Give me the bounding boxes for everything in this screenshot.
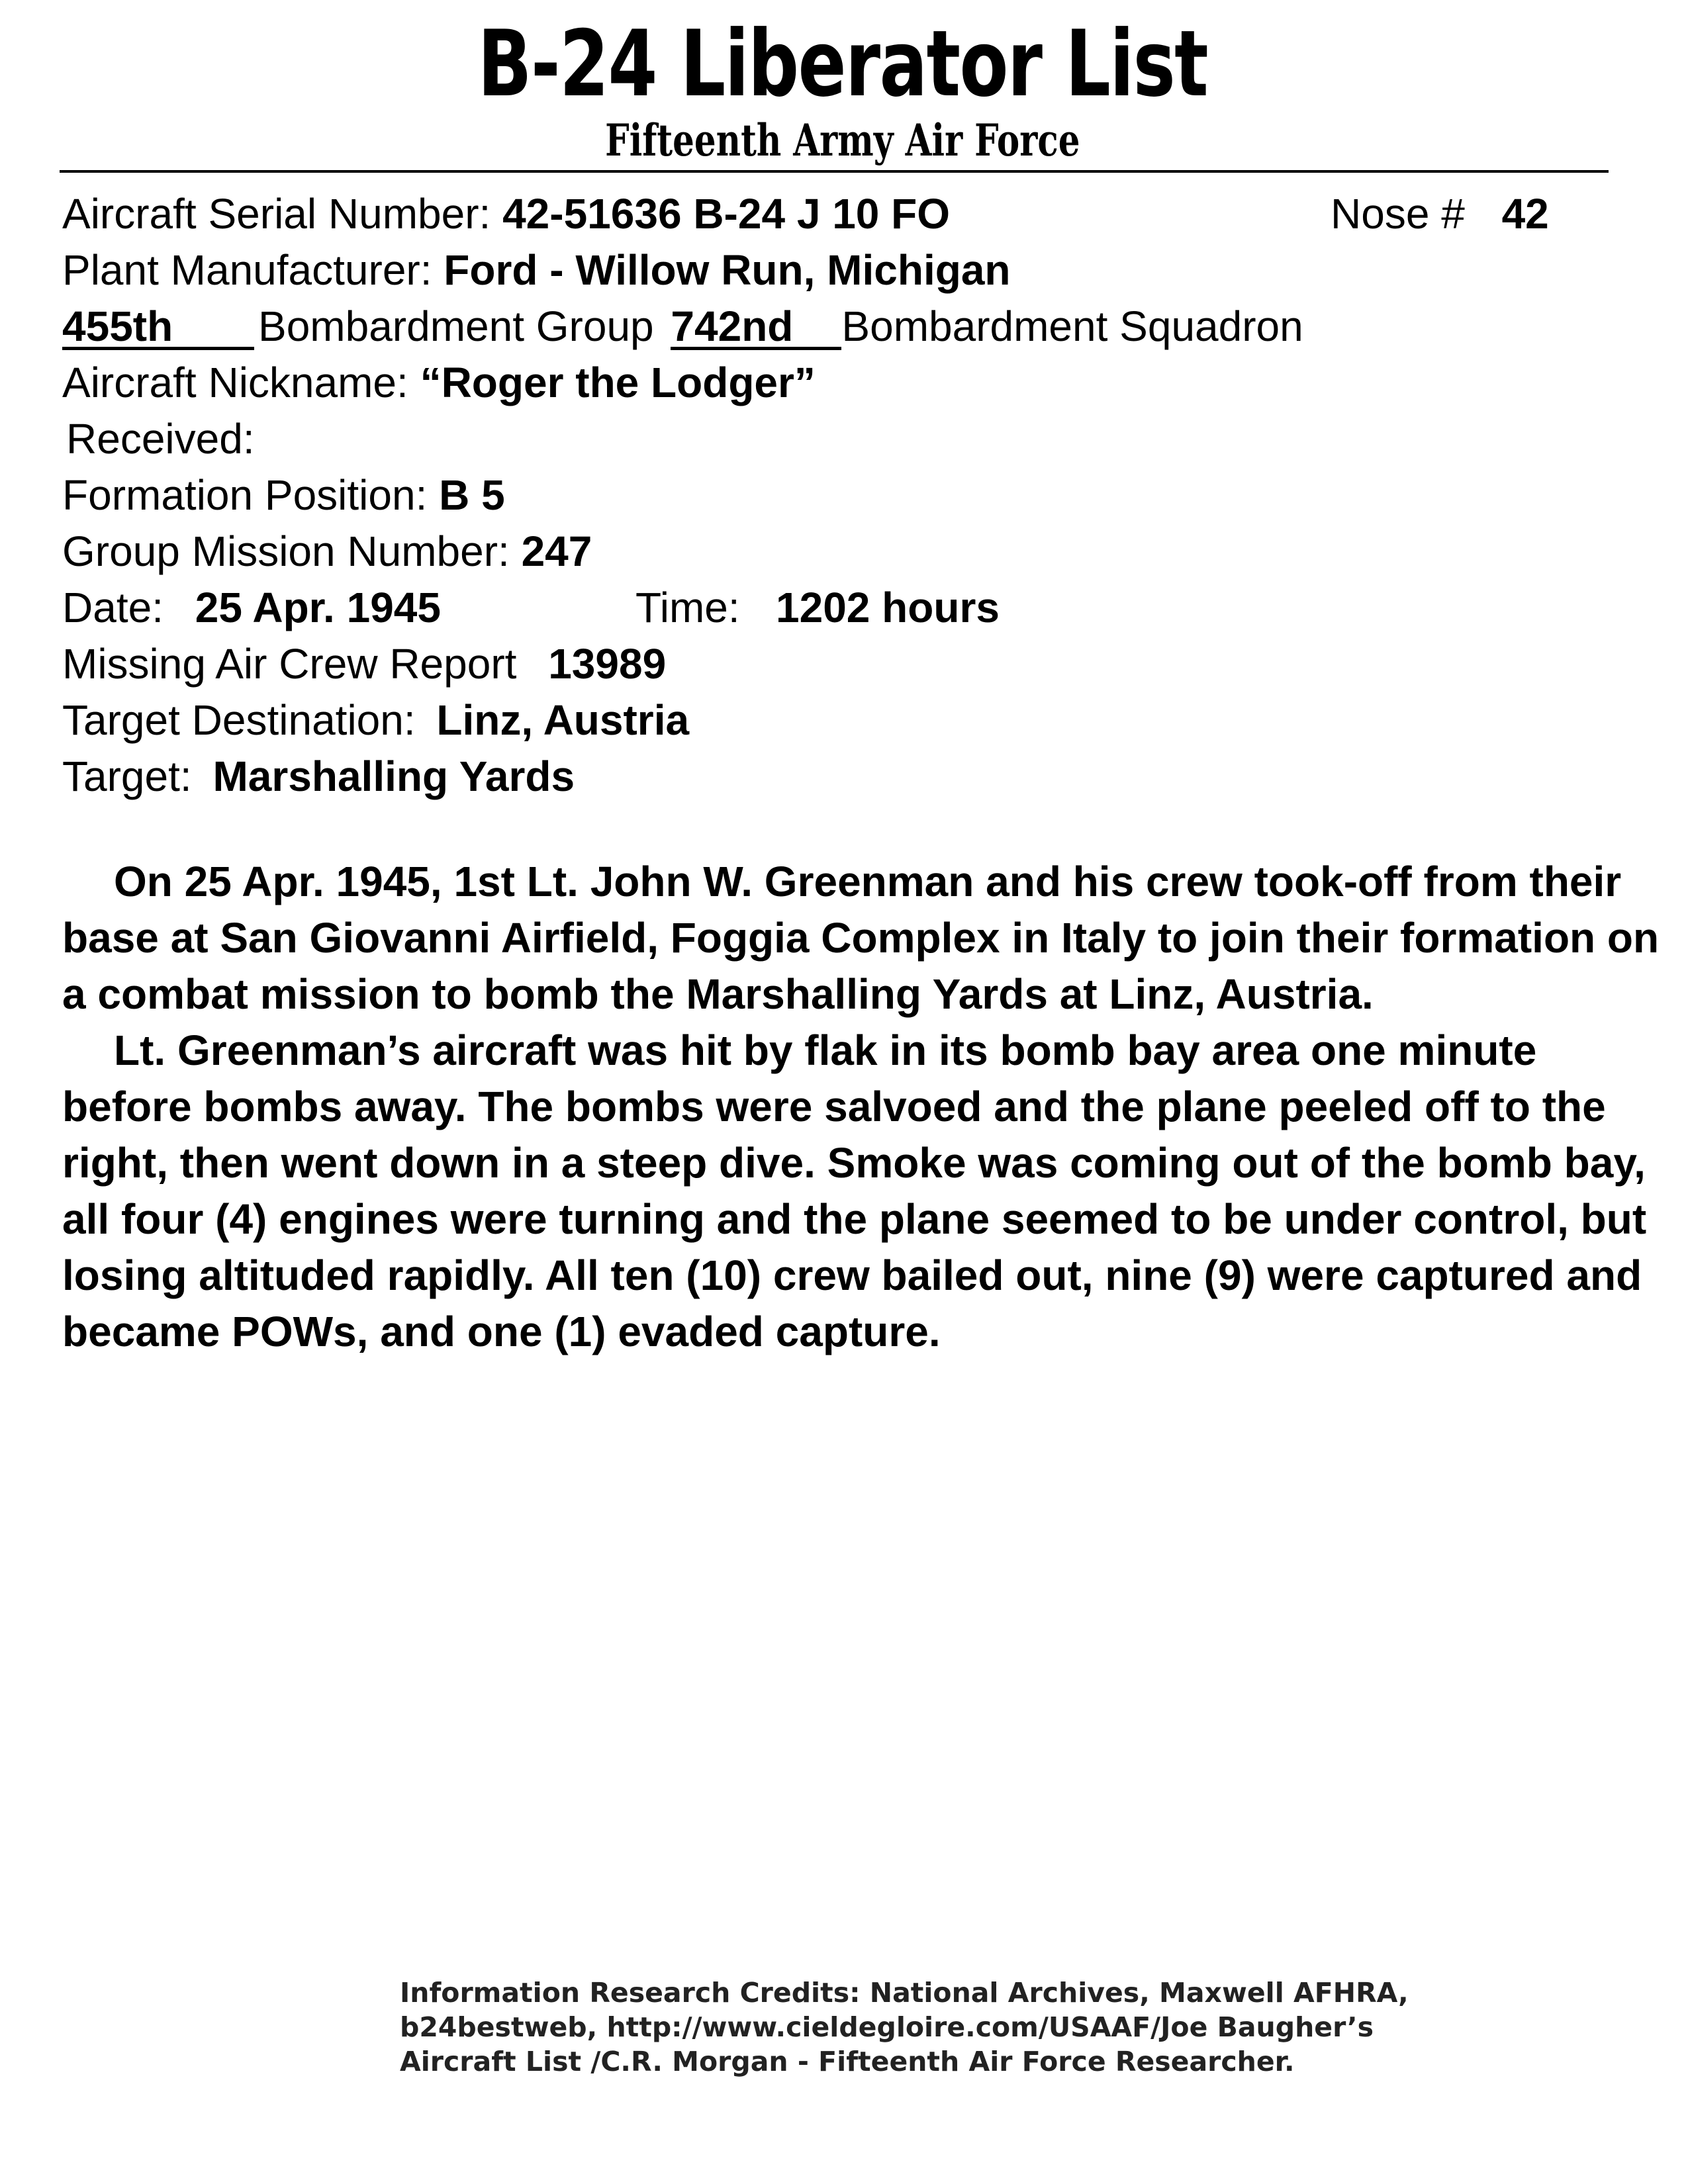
squadron-number: 742nd bbox=[671, 306, 841, 350]
date-label: Date: bbox=[62, 584, 164, 631]
macr-row bbox=[62, 637, 666, 690]
manufacturer-value: Ford - Willow Run, Michigan bbox=[444, 246, 1011, 294]
manufacturer-row bbox=[62, 244, 1011, 296]
received-row bbox=[66, 412, 255, 465]
nickname-value: “Roger the Lodger” bbox=[420, 359, 816, 406]
formation-label: Formation Position: bbox=[62, 471, 428, 519]
unit-row bbox=[62, 300, 1303, 353]
nickname-row bbox=[62, 356, 816, 409]
serial-row bbox=[62, 187, 950, 240]
formation-row bbox=[62, 469, 505, 522]
nose-value: 42 bbox=[1501, 190, 1549, 238]
destination-value: Linz, Austria bbox=[436, 696, 690, 744]
macr-label: Missing Air Crew Report bbox=[62, 640, 517, 688]
credits-line-2: b24bestweb, http://www.cieldegloire.com/USAAF/Joe Baugher’s bbox=[400, 2011, 1374, 2043]
research-credits bbox=[400, 1976, 1432, 2079]
target-value: Marshalling Yards bbox=[212, 752, 575, 800]
mission-label: Group Mission Number: bbox=[62, 527, 510, 575]
page-title: B-24 Liberator List bbox=[477, 11, 1208, 117]
destination-label: Target Destination: bbox=[62, 696, 416, 744]
destination-row bbox=[62, 694, 689, 747]
narrative-paragraph-1: On 25 Apr. 1945, 1st Lt. John W. Greenman and his crew took-off from their base at San Giovanni Airfield, Foggia Complex in Italy to join their formation on a combat mission to bomb the Marshalling Yards at Linz, Austria. bbox=[62, 858, 1660, 1018]
formation-value: B 5 bbox=[439, 471, 505, 519]
group-number: 455th bbox=[62, 306, 254, 350]
serial-value: 42-51636 B-24 J 10 FO bbox=[502, 190, 951, 238]
time-value: 1202 hours bbox=[776, 584, 1000, 631]
nose-label: Nose # bbox=[1331, 190, 1465, 238]
mission-row bbox=[62, 525, 592, 578]
target-label: Target: bbox=[62, 752, 192, 800]
page-subtitle: Fifteenth Army Air Force bbox=[605, 114, 1080, 166]
target-row bbox=[62, 750, 575, 803]
time-label: Time: bbox=[635, 584, 740, 631]
received-label: Received: bbox=[66, 415, 255, 463]
nickname-label: Aircraft Nickname: bbox=[62, 359, 408, 406]
header-divider bbox=[60, 170, 1609, 173]
manufacturer-label: Plant Manufacturer: bbox=[62, 246, 432, 294]
credits-line-3: Aircraft List /C.R. Morgan - Fifteenth Air Force Researcher. bbox=[400, 2046, 1295, 2077]
nose-row bbox=[1331, 187, 1549, 240]
squadron-label: Bombardment Squadron bbox=[841, 302, 1303, 350]
credits-line-1: Information Research Credits: National Archives, Maxwell AFHRA, bbox=[400, 1977, 1409, 2009]
date-time-row bbox=[62, 581, 1000, 634]
narrative-paragraph-2: Lt. Greenman’s aircraft was hit by flak in its bomb bay area one minute before bombs away. The bombs were salvoed and the plane peeled off to the right, then went down in a steep dive. Smoke was coming out of the bomb bay, all four (4) engines were turning and the plane seemed to be under control, but losing altituded rapidly. All ten (10) crew bailed out, nine (9) were captured and became POWs, and one (1) evaded capture. bbox=[62, 1026, 1647, 1355]
date-value: 25 Apr. 1945 bbox=[195, 584, 441, 631]
macr-value: 13989 bbox=[548, 640, 667, 688]
group-label: Bombardment Group bbox=[258, 302, 654, 350]
serial-label: Aircraft Serial Number: bbox=[62, 190, 491, 238]
mission-value: 247 bbox=[521, 527, 592, 575]
narrative bbox=[62, 854, 1664, 1360]
